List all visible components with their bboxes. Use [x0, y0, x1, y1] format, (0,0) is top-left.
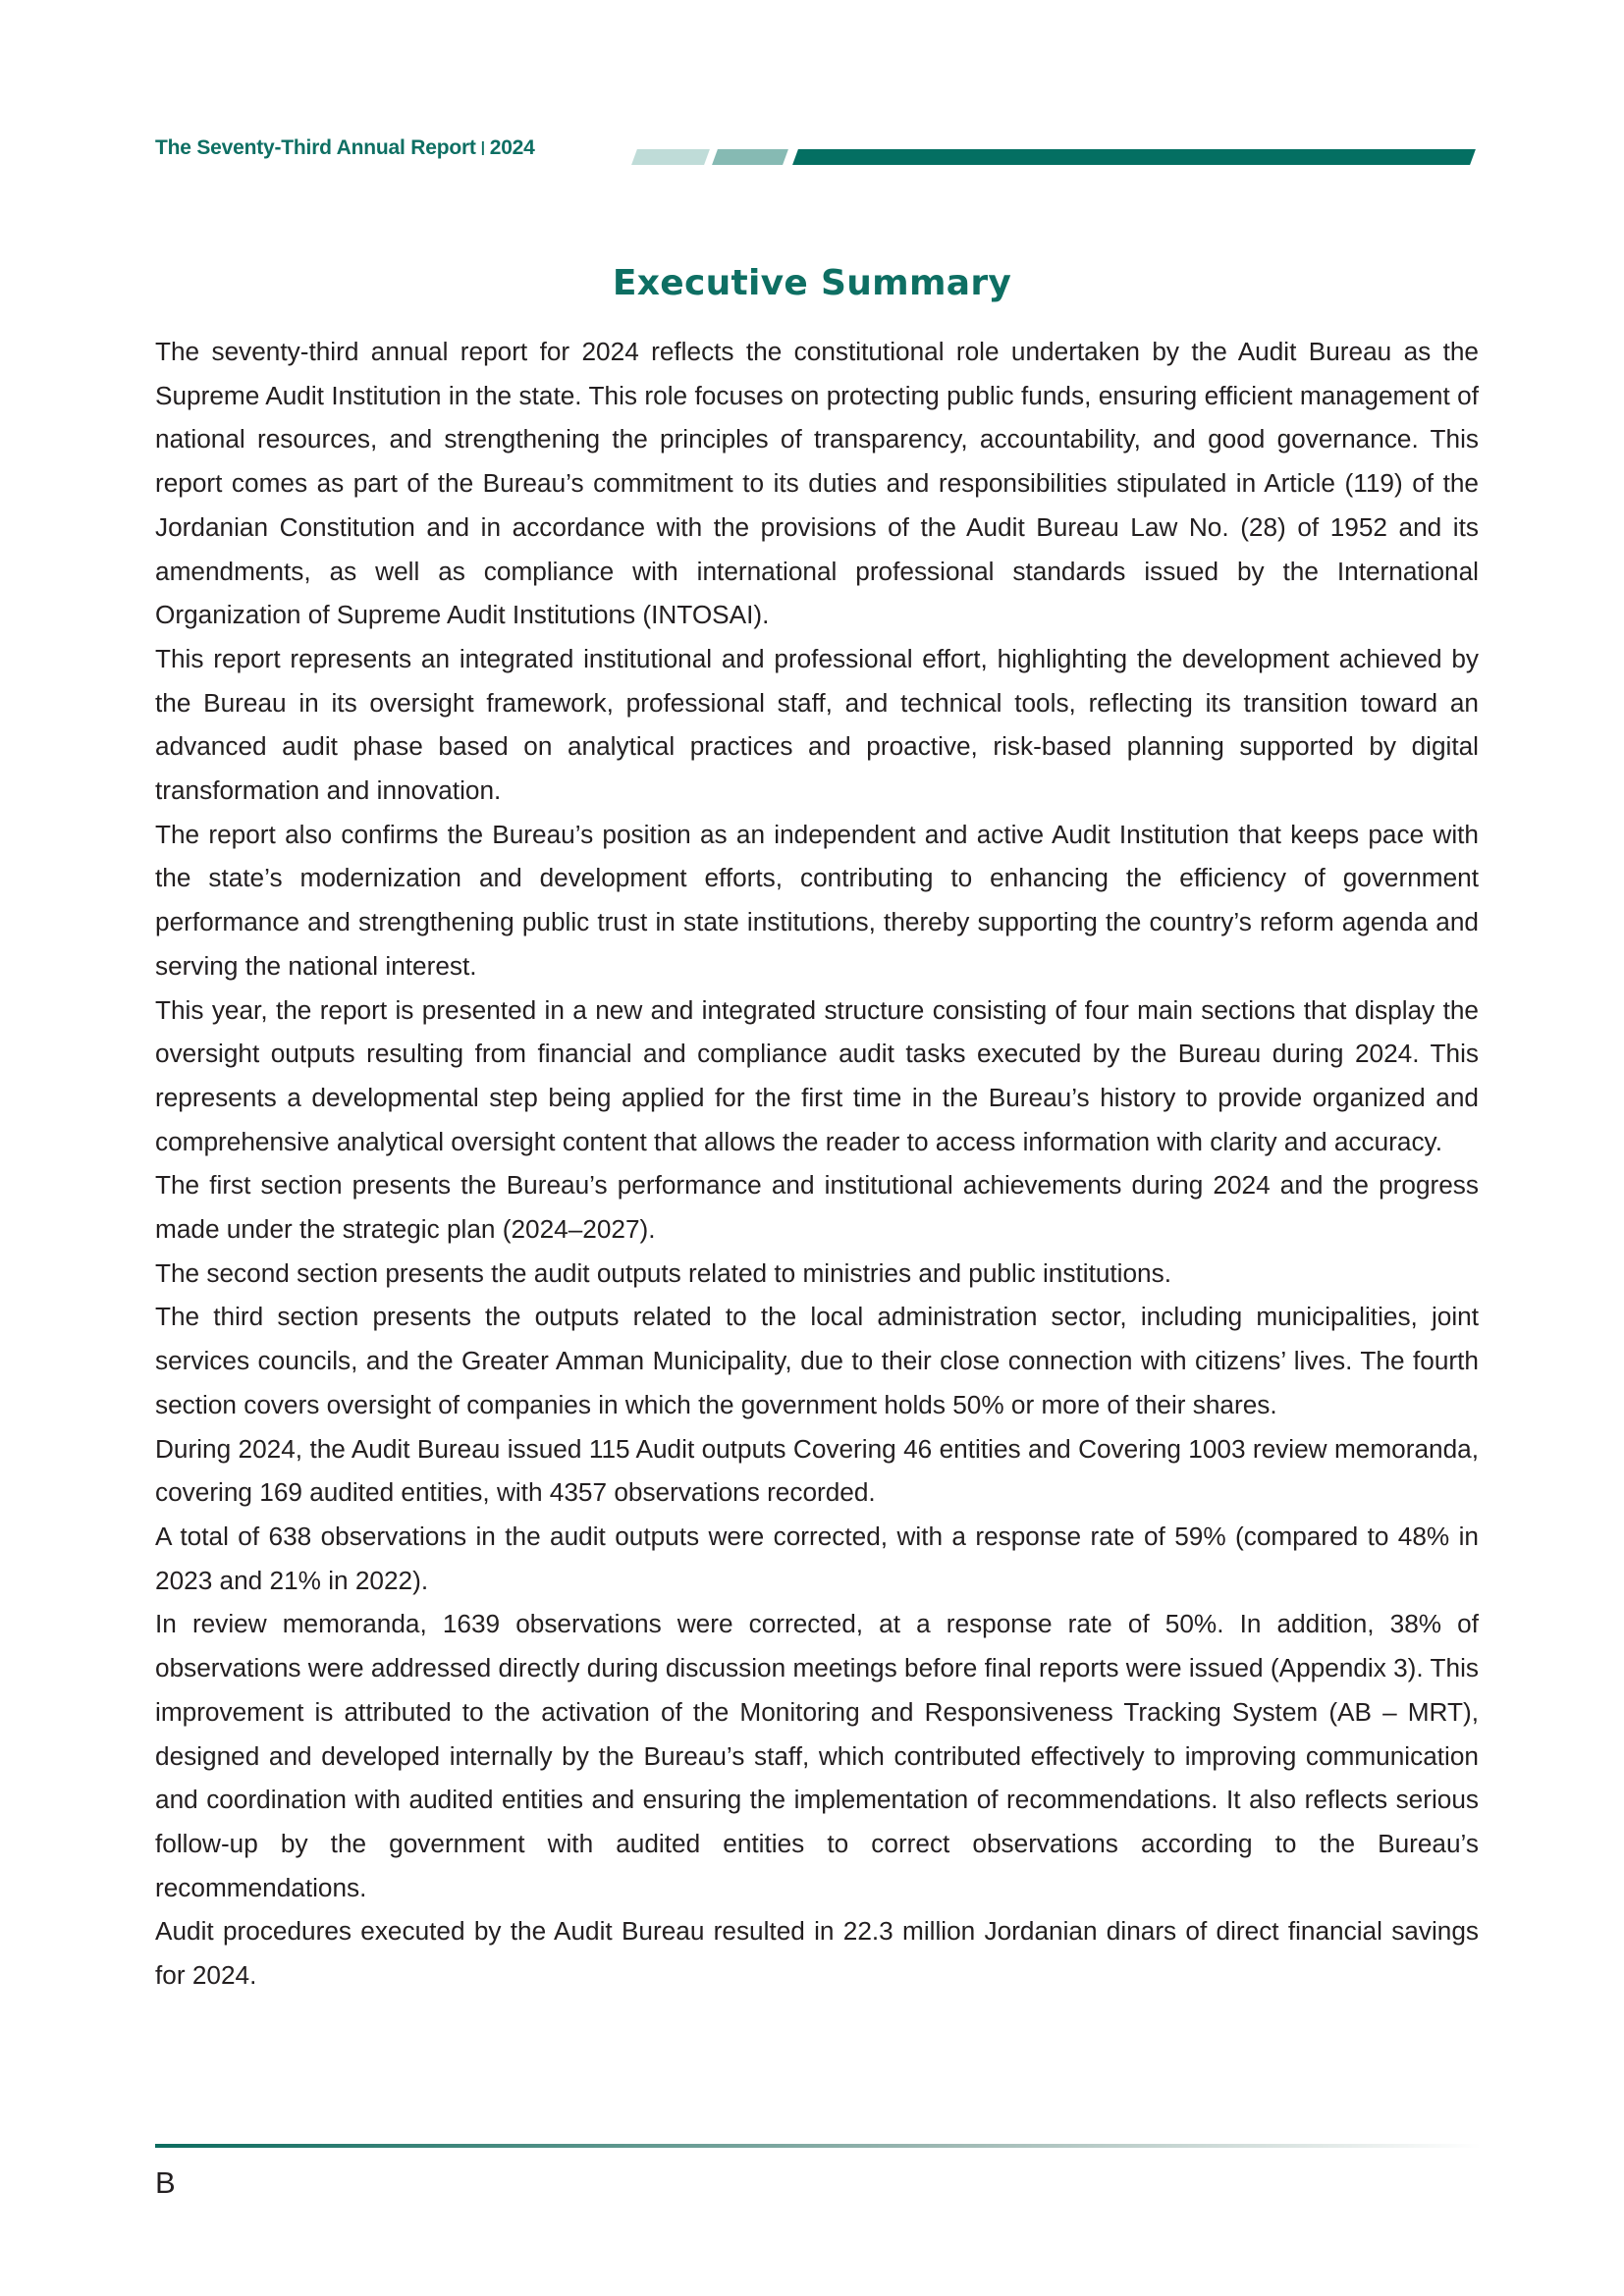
header-band-light — [631, 149, 710, 165]
paragraph-independent-institution: The report also confirms the Bureau’s position as an independent and active Audit Institution that keeps pace with the state’s modernization and development efforts, contributing to enhancing the efficiency of government performance and strengthening public trust in state institutions, thereby supporting the country’s reform agenda and serving the national interest. — [155, 819, 1479, 981]
header-band-medium — [712, 149, 788, 165]
paragraph-integrated-effort: This report represents an integrated institutional and professional effort, highlighting the development achieved by the Bureau in its oversight framework, professional staff, and technical tools, reflecting its transition toward an advanced audit phase based on analytical practices and proactive, risk-based planning supported by digital transformation and innovation. — [155, 643, 1479, 806]
header-separator: | — [480, 139, 485, 156]
header-band-dark-end — [1453, 149, 1470, 165]
paragraph-audit-outputs: During 2024, the Audit Bureau issued 115 Audit outputs Covering 46 entities and Covering 1003 review memoranda, covering 169 audited entities, with 4357 observations recorded. — [155, 1433, 1479, 1508]
executive-summary-body — [155, 330, 1479, 1998]
paragraph-new-structure: This year, the report is presented in a new and integrated structure consisting of four main sections that display the oversight outputs resulting from financial and compliance audit tasks executed by the Bureau during 2024. This represents a developmental step being applied for the first time in the Bureau’s history to provide organized and comprehensive analytical oversight content that allows the reader to access information with clarity and accuracy. — [155, 994, 1479, 1156]
page-number: B — [155, 2165, 176, 2200]
report-year: 2024 — [489, 136, 535, 159]
paragraph-review-memoranda: In review memoranda, 1639 observations were corrected, at a response rate of 50%. In addition, 38% of observations were addressed directly during discussion meetings before final reports were issued (Appendix 3). This improvement is attributed to the activation of the Monitoring and Responsiveness Tracking System (AB – MRT), designed and developed internally by the Bureau’s staff, which contributed effectively to improving communication and coordination with audited entities and ensuring the implementation of recommendations. It also reflects serious follow-up by the government with audited entities to correct observations according to the Bureau’s recommendations. — [155, 1609, 1479, 1902]
paragraph-second-section: The second section presents the audit outputs related to ministries and public institutions. — [155, 1257, 1171, 1288]
paragraph-corrected-observations: A total of 638 observations in the audit outputs were corrected, with a response rate of 59% (compared to 48% in 2023 and 21% in 2022). — [155, 1521, 1479, 1595]
footer-divider — [155, 2144, 1481, 2148]
paragraph-third-fourth-section: The third section presents the outputs related to the local administration sector, including municipalities, joint services councils, and the Greater Amman Municipality, due to their close connection with citizens’ lives. The fourth section covers oversight of companies in which the government holds 50% or more of their shares. — [155, 1302, 1479, 1419]
paragraph-constitutional-role: The seventy-third annual report for 2024 reflects the constitutional role undertaken by the Audit Bureau as the Supreme Audit Institution in the state. This role focuses on protecting public funds, ensuring efficient management of national resources, and strengthening the principles of transparency, accountability, and good governance. This report comes as part of the Bureau’s commitment to its duties and responsibilities stipulated in Article (119) of the Jordanian Constitution and in accordance with the provisions of the Audit Bureau Law No. (28) of 1952 and its amendments, as well as compliance with international professional standards issued by the International Organization of Supreme Audit Institutions (INTOSAI). — [155, 337, 1479, 630]
header-band-dark — [792, 149, 1476, 165]
paragraph-first-section: The first section presents the Bureau’s performance and institutional achievements during 2024 and the progress made under the strategic plan (2024–2027). — [155, 1170, 1479, 1245]
running-header — [155, 136, 535, 160]
report-title: The Seventy-Third Annual Report — [155, 136, 476, 159]
page-title: Executive Summary — [612, 263, 1012, 304]
paragraph-financial-savings: Audit procedures executed by the Audit Bureau resulted in 22.3 million Jordanian dinars of direct financial savings for 2024. — [155, 1916, 1479, 1991]
